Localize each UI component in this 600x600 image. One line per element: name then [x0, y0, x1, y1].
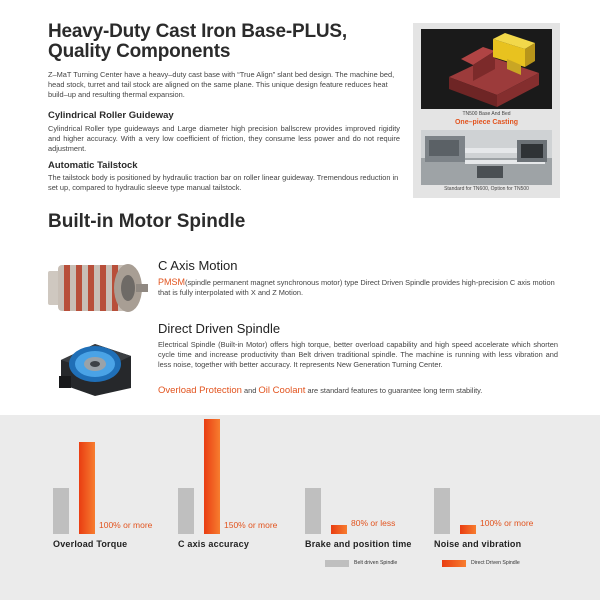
standard-features-note — [158, 385, 558, 396]
legend-swatch-belt — [325, 560, 349, 567]
photo-caption-2: Standard for TN600, Option for TN500 — [444, 186, 529, 192]
direct-spindle-paragraph: Electrical Spindle (Built-in Motor) offers high torque, better overload capability and high speed accelerate which shorten cycle time and increase productivity than Belt driven traditional spindle. The machine is running with less vibration and less noise, together with better accuracy. It represents New Generation Turning Center. — [158, 340, 558, 369]
annotation-1: 150% or more — [224, 520, 278, 530]
category-label-0: Overload Torque — [53, 539, 128, 549]
tailstock-heading: Automatic Tailstock — [48, 160, 138, 171]
note-text: are standard features to guarantee long term stability. — [305, 386, 483, 395]
legend-swatch-direct — [442, 560, 466, 567]
intro-paragraph: Z–MaT Turning Center have a heavy–duty cast base with “True Align” slant bed design. The machine bed, head stock, turret and tail stock are aligned on the same plane. This unique design feature reduces heat build–up and resulting thermal expansion. — [48, 70, 395, 99]
annotation-0: 100% or more — [99, 520, 153, 530]
category-label-1: C axis accuracy — [178, 539, 250, 549]
tailstock-paragraph: The tailstock body is positioned by hydraulic traction bar on roller linear guideway. Tremendous reduction in set up, compared to hydraulic sleeve type manual tailstock. — [48, 173, 399, 192]
pmsm-spindle-image — [42, 255, 150, 317]
note-and: and — [241, 386, 259, 395]
bar-direct-3 — [460, 525, 476, 534]
guideway-heading: Cylindrical Roller Guideway — [48, 110, 174, 121]
photo-caption-highlight: One–piece Casting — [454, 119, 519, 126]
direct-spindle-image — [55, 330, 137, 398]
bar-direct-2 — [331, 525, 347, 534]
bar-direct-1 — [204, 419, 220, 534]
category-label-2: Brake and position time — [305, 539, 412, 549]
section-title-cast-iron — [48, 22, 347, 62]
c-axis-heading: C Axis Motion — [158, 258, 238, 273]
bar-belt-2 — [305, 488, 321, 534]
pmsm-highlight: PMSM — [158, 277, 185, 287]
category-label-3: Noise and vibration — [434, 539, 522, 549]
annotation-2: 80% or less — [351, 518, 396, 528]
direct-spindle-heading: Direct Driven Spindle — [158, 321, 281, 336]
c-axis-paragraph — [158, 277, 558, 298]
bar-belt-3 — [434, 488, 450, 534]
c-axis-text: (spindle permanent magnet synchronous motor) type Direct Driven Spindle provides high-precision C axis motion that is fully interpolated with X and Z Motion. — [158, 278, 555, 297]
cast-base-photo — [421, 29, 552, 109]
legend-label-belt: Belt driven Spindle — [354, 560, 398, 566]
oil-coolant-highlight: Oil Coolant — [258, 385, 306, 396]
title-line-2: Quality Components — [48, 41, 231, 62]
product-photo-panel — [413, 23, 560, 198]
overload-protection-highlight: Overload Protection — [158, 385, 242, 396]
bar-belt-1 — [178, 488, 194, 534]
annotation-3: 100% or more — [480, 518, 534, 528]
title-line-1: Heavy-Duty Cast Iron Base-PLUS, — [48, 21, 347, 42]
photo-caption-1: TN500 Base And Bed — [462, 111, 511, 117]
guideway-paragraph: Cylindrical Roller type guideways and Large diameter high precision ballscrew provides improved rigidity and higher accuracy. With a very low coefficient of friction, they consume less power and do not require adjustment. — [48, 124, 400, 153]
bar-direct-0 — [79, 442, 95, 534]
bar-belt-0 — [53, 488, 69, 534]
legend-label-direct: Direct Driven Spindle — [471, 560, 520, 566]
section-title-motor-spindle: Built-in Motor Spindle — [48, 211, 246, 232]
tailstock-photo — [421, 130, 552, 185]
